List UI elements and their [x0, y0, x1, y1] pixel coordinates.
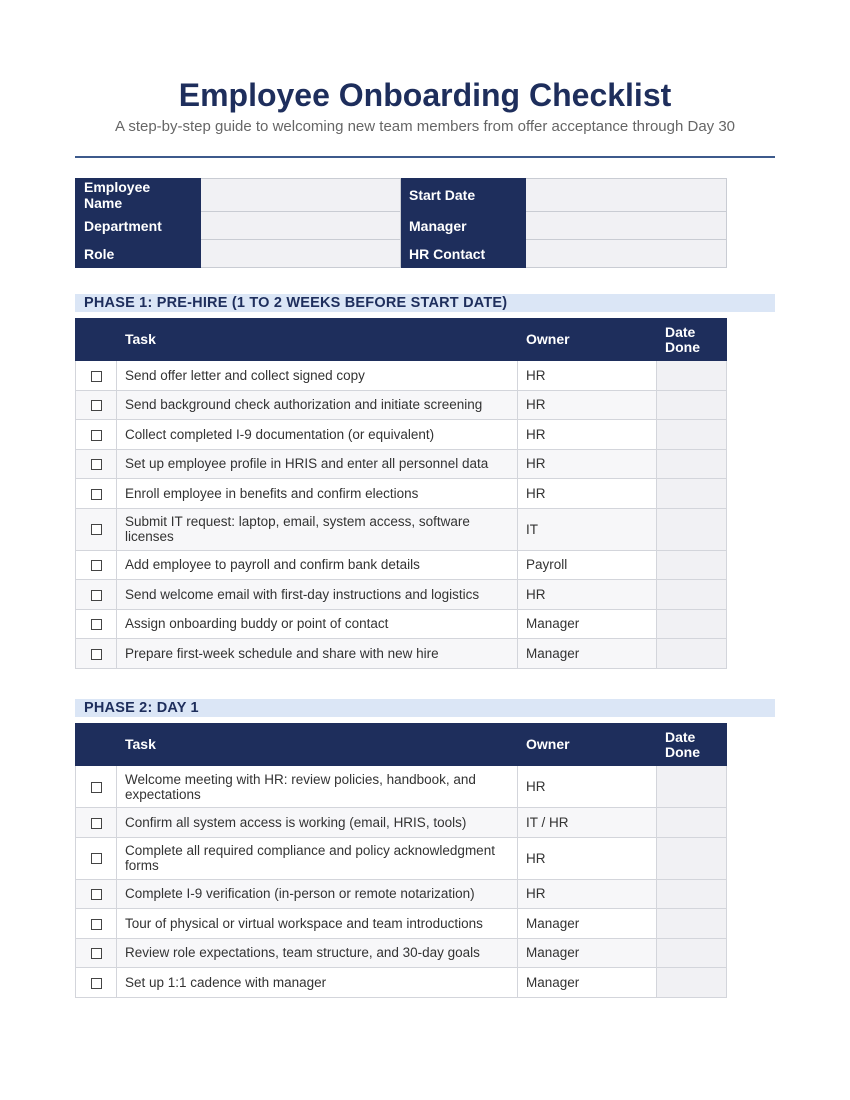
task-checkbox[interactable] — [91, 818, 102, 829]
task-checkbox-cell — [76, 909, 117, 939]
task-checkbox[interactable] — [91, 889, 102, 900]
task-description: Prepare first-week schedule and share with new hire — [117, 639, 518, 669]
task-checkbox-cell — [76, 580, 117, 610]
start-date-label: Start Date — [401, 179, 526, 212]
date-done-field[interactable] — [657, 938, 727, 968]
phase-1-table — [75, 318, 727, 669]
task-checkbox-cell — [76, 639, 117, 669]
task-checkbox-cell — [76, 879, 117, 909]
task-owner: HR — [518, 420, 657, 450]
task-description: Send offer letter and collect signed copy — [117, 361, 518, 391]
task-checkbox-cell — [76, 837, 117, 879]
task-checkbox-cell — [76, 550, 117, 580]
task-checkbox[interactable] — [91, 649, 102, 660]
date-done-field[interactable] — [657, 449, 727, 479]
date-done-field[interactable] — [657, 909, 727, 939]
task-checkbox[interactable] — [91, 919, 102, 930]
task-owner: Manager — [518, 639, 657, 669]
document-title: Employee Onboarding Checklist — [178, 77, 672, 113]
task-row — [76, 420, 727, 450]
date-done-field[interactable] — [657, 879, 727, 909]
manager-label: Manager — [401, 212, 526, 240]
task-row — [76, 766, 727, 808]
task-description: Collect completed I-9 documentation (or equivalent) — [117, 420, 518, 450]
owner-column-header: Owner — [518, 724, 657, 766]
task-checkbox-cell — [76, 361, 117, 391]
date-done-column-header: Date Done — [657, 724, 727, 766]
date-done-field[interactable] — [657, 508, 727, 550]
task-checkbox[interactable] — [91, 459, 102, 470]
start-date-field[interactable] — [526, 179, 727, 212]
task-column-header: Task — [117, 319, 518, 361]
employee-name-field[interactable] — [201, 179, 401, 212]
task-owner: HR — [518, 479, 657, 509]
task-checkbox[interactable] — [91, 978, 102, 989]
task-row — [76, 909, 727, 939]
employee-name-label: Employee Name — [76, 179, 201, 212]
task-description: Welcome meeting with HR: review policies, handbook, and expectations — [117, 766, 518, 808]
department-field[interactable] — [201, 212, 401, 240]
task-row — [76, 808, 727, 838]
task-row — [76, 508, 727, 550]
task-description: Complete I-9 verification (in-person or remote notarization) — [117, 879, 518, 909]
date-done-field[interactable] — [657, 808, 727, 838]
task-checkbox-cell — [76, 609, 117, 639]
task-checkbox-cell — [76, 420, 117, 450]
task-description: Submit IT request: laptop, email, system access, software licenses — [117, 508, 518, 550]
hr-contact-field[interactable] — [526, 240, 727, 268]
task-row — [76, 580, 727, 610]
task-checkbox[interactable] — [91, 489, 102, 500]
date-done-field[interactable] — [657, 766, 727, 808]
document-subtitle: A step-by-step guide to welcoming new team members from offer acceptance through Day 30 — [114, 118, 736, 135]
department-label: Department — [76, 212, 201, 240]
task-row — [76, 639, 727, 669]
task-owner: HR — [518, 580, 657, 610]
task-checkbox-cell — [76, 808, 117, 838]
task-column-header: Task — [117, 724, 518, 766]
date-done-field[interactable] — [657, 420, 727, 450]
date-done-field[interactable] — [657, 837, 727, 879]
task-checkbox-cell — [76, 449, 117, 479]
task-row — [76, 938, 727, 968]
task-checkbox[interactable] — [91, 560, 102, 571]
task-row — [76, 361, 727, 391]
task-description: Enroll employee in benefits and confirm elections — [117, 479, 518, 509]
task-description: Assign onboarding buddy or point of contact — [117, 609, 518, 639]
task-owner: Manager — [518, 938, 657, 968]
task-row — [76, 449, 727, 479]
task-owner: HR — [518, 837, 657, 879]
task-row — [76, 550, 727, 580]
task-checkbox-cell — [76, 390, 117, 420]
task-owner: HR — [518, 390, 657, 420]
task-checkbox[interactable] — [91, 853, 102, 864]
task-checkbox-cell — [76, 968, 117, 998]
task-checkbox[interactable] — [91, 524, 102, 535]
task-description: Set up employee profile in HRIS and enter all personnel data — [117, 449, 518, 479]
phase-2-table — [75, 723, 727, 998]
task-owner: HR — [518, 361, 657, 391]
task-row — [76, 837, 727, 879]
checkbox-column-header — [76, 724, 117, 766]
document-header — [75, 76, 775, 136]
owner-column-header: Owner — [518, 319, 657, 361]
date-done-field[interactable] — [657, 609, 727, 639]
task-owner: Manager — [518, 968, 657, 998]
task-checkbox[interactable] — [91, 782, 102, 793]
phase-1-heading: PHASE 1: PRE-HIRE (1 TO 2 WEEKS BEFORE START DATE) — [75, 294, 775, 312]
task-owner: Manager — [518, 609, 657, 639]
date-done-field[interactable] — [657, 390, 727, 420]
task-owner: HR — [518, 879, 657, 909]
date-done-column-header: Date Done — [657, 319, 727, 361]
task-description: Set up 1:1 cadence with manager — [117, 968, 518, 998]
task-checkbox[interactable] — [91, 430, 102, 441]
task-owner: IT / HR — [518, 808, 657, 838]
task-owner: Manager — [518, 909, 657, 939]
role-field[interactable] — [201, 240, 401, 268]
date-done-field[interactable] — [657, 479, 727, 509]
date-done-field[interactable] — [657, 639, 727, 669]
role-label: Role — [76, 240, 201, 268]
task-row — [76, 479, 727, 509]
task-checkbox[interactable] — [91, 948, 102, 959]
task-checkbox[interactable] — [91, 400, 102, 411]
task-checkbox-cell — [76, 508, 117, 550]
task-row — [76, 390, 727, 420]
hr-contact-label: HR Contact — [401, 240, 526, 268]
date-done-field[interactable] — [657, 550, 727, 580]
manager-field[interactable] — [526, 212, 727, 240]
task-owner: HR — [518, 766, 657, 808]
phase-2-heading: PHASE 2: DAY 1 — [75, 699, 775, 717]
employee-info-table — [75, 178, 727, 268]
task-checkbox-cell — [76, 766, 117, 808]
task-description: Add employee to payroll and confirm bank details — [117, 550, 518, 580]
header-divider — [75, 156, 775, 158]
task-checkbox[interactable] — [91, 371, 102, 382]
task-row — [76, 968, 727, 998]
date-done-field[interactable] — [657, 361, 727, 391]
task-description: Send welcome email with first-day instructions and logistics — [117, 580, 518, 610]
task-description: Tour of physical or virtual workspace and team introductions — [117, 909, 518, 939]
task-owner: IT — [518, 508, 657, 550]
date-done-field[interactable] — [657, 968, 727, 998]
task-row — [76, 879, 727, 909]
task-checkbox[interactable] — [91, 590, 102, 601]
task-description: Complete all required compliance and policy acknowledgment forms — [117, 837, 518, 879]
task-description: Review role expectations, team structure, and 30-day goals — [117, 938, 518, 968]
checkbox-column-header — [76, 319, 117, 361]
task-owner: HR — [518, 449, 657, 479]
task-row — [76, 609, 727, 639]
task-description: Send background check authorization and initiate screening — [117, 390, 518, 420]
task-checkbox-cell — [76, 479, 117, 509]
date-done-field[interactable] — [657, 580, 727, 610]
task-checkbox-cell — [76, 938, 117, 968]
task-description: Confirm all system access is working (email, HRIS, tools) — [117, 808, 518, 838]
task-owner: Payroll — [518, 550, 657, 580]
task-checkbox[interactable] — [91, 619, 102, 630]
